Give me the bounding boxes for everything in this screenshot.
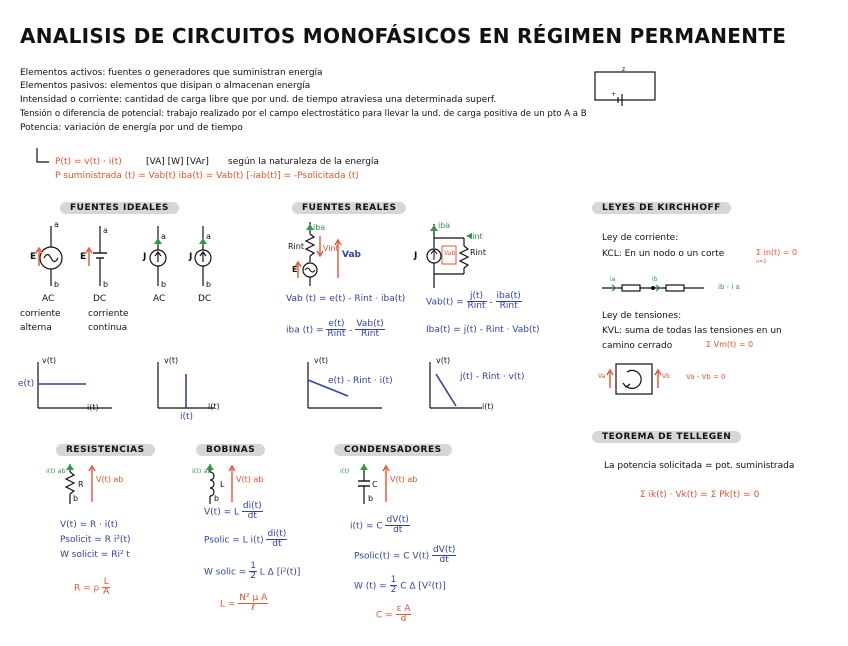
ideal-voltage-graph bbox=[36, 360, 116, 415]
graph1-level-label: e(t) bbox=[18, 379, 35, 389]
resistor-eq-ohm: V(t) = R · i(t) bbox=[60, 520, 118, 530]
capacitor-eq-capacitance: C = $\frac{\text{ε A}}{d}$ bbox=[376, 604, 411, 625]
svg-text:+: + bbox=[611, 91, 617, 98]
real-e-label: E bbox=[292, 265, 298, 274]
ac-desc-2: alterna bbox=[20, 323, 52, 333]
capacitor-eq-power: Psolic(t) = C V(t) $\frac{dV(t)}{dt}$ bbox=[354, 545, 456, 566]
capacitor-eq-energy: W (t) = $\frac{1}{2}$ C Δ [V²(t)] bbox=[354, 575, 446, 596]
capacitor-diagram bbox=[350, 462, 410, 507]
kirchhoff-voltage-title: Ley de tensiones: bbox=[602, 311, 682, 321]
tellegen-statement: La potencia solicitada = pot. suministrada bbox=[604, 461, 795, 471]
coil-current-label: i(t) ab bbox=[192, 467, 212, 475]
resistor-r-label: R bbox=[78, 480, 84, 489]
header-real-sources: FUENTES REALES bbox=[292, 202, 406, 214]
resistor-voltage-label: V(t) ab bbox=[96, 475, 124, 484]
graph2-y-label: v(t) bbox=[164, 356, 179, 365]
dc-current-j-label: J bbox=[189, 252, 193, 262]
kvl-difference: Va - Vb = 0 bbox=[686, 373, 726, 381]
ac-desc-1: corriente bbox=[20, 309, 61, 319]
kvl-va-label: Va bbox=[598, 373, 606, 380]
definition-passive: Elementos pasivos: elementos que disipan o almacenan energía bbox=[20, 81, 311, 91]
graph4-x-label: i(t) bbox=[482, 402, 494, 411]
coil-eq-inductance: L = $\frac{\text{N² μ A}}{\text{ℓ}}$ bbox=[220, 593, 268, 614]
real-eq-vab-current: Vab(t) = $\frac{j(t)}{\text{Rint}}$ - $\frac{\text{iba(t)}}{\text{Rint}}$ bbox=[426, 291, 521, 312]
capacitor-current-label: i(t) bbox=[340, 467, 350, 475]
real-eq-vab: Vab (t) = e(t) - Rint · iba(t) bbox=[286, 294, 406, 304]
kirchhoff-kvl-line1: KVL: suma de todas las tensiones en un bbox=[602, 326, 782, 336]
real-vint-label: Vint bbox=[323, 244, 339, 253]
dc-desc-2: continua bbox=[88, 323, 128, 333]
kirchhoff-current-title: Ley de corriente: bbox=[602, 233, 679, 243]
coil-b-label: b bbox=[214, 494, 220, 503]
header-tellegen: TEOREMA DE TELLEGEN bbox=[592, 431, 741, 443]
dc-source-b-label: b bbox=[103, 280, 109, 289]
definition-current: Intensidad o corriente: cantidad de carga libre que por und. de tiempo atraviesa una determinada superf. bbox=[20, 95, 497, 105]
j-dc-b-label: b bbox=[206, 280, 212, 289]
definition-voltage: Tensión o diferencia de potencial: trabajo realizado por el campo electrostático para llevar la und. de carga positiva de un pto A a B bbox=[20, 109, 587, 119]
graph4-y-label: v(t) bbox=[436, 356, 451, 365]
j-ac-a-label: a bbox=[161, 232, 166, 241]
coil-l-label: L bbox=[220, 480, 225, 489]
coil-eq-energy: W solic = $\frac{1}{2}$ L Δ [i²(t)] bbox=[204, 561, 301, 582]
real-iint-label: iint bbox=[470, 232, 483, 241]
coil-eq-voltage: V(t) = L $\frac{di(t)}{dt}$ bbox=[204, 501, 262, 522]
kvl-vb-label: Vb bbox=[662, 373, 670, 380]
dc-source-e-label: E bbox=[80, 252, 87, 262]
kirchhoff-kcl-limit: n=1 bbox=[756, 259, 767, 265]
capacitor-voltage-label: V(t) ab bbox=[390, 475, 418, 484]
header-ideal-sources: FUENTES IDEALES bbox=[60, 202, 179, 214]
kcl-ib-label: ib bbox=[652, 276, 658, 283]
kirchhoff-kvl-line2: camino cerrado bbox=[602, 341, 673, 351]
ac-current-label: AC bbox=[153, 294, 166, 304]
real-current-source-diagram bbox=[410, 220, 500, 295]
resistor-current-label: i(t) ab bbox=[46, 467, 66, 475]
graph1-y-label: v(t) bbox=[42, 356, 57, 365]
dc-label: DC bbox=[93, 294, 107, 304]
real-iba-label: iba bbox=[313, 223, 326, 232]
real-current-graph bbox=[428, 360, 508, 415]
header-resistors: RESISTENCIAS bbox=[56, 444, 155, 456]
ac-label: AC bbox=[42, 294, 55, 304]
power-note: según la naturaleza de la energía bbox=[228, 157, 379, 167]
power-equation: P(t) = v(t) · i(t) bbox=[55, 157, 122, 167]
kirchhoff-kvl-equation: Σ Vm(t) = 0 bbox=[706, 340, 754, 349]
real-j-label: J bbox=[414, 251, 418, 261]
real-eq-vab-current-lhs: Vab(t) = bbox=[426, 297, 464, 308]
kcl-node-equation: ib - i a bbox=[718, 283, 740, 291]
j-ac-b-label: b bbox=[161, 280, 167, 289]
dc-source-a-label: a bbox=[103, 226, 108, 235]
real-current-iba-label: iba bbox=[438, 221, 451, 230]
capacitor-b-label: b bbox=[368, 494, 374, 503]
kcl-ia-label: ia bbox=[610, 276, 616, 283]
graph1-x-label: i(t) bbox=[87, 403, 99, 412]
kvl-loop-diagram bbox=[600, 362, 680, 398]
real-current-vab-label: Vab bbox=[444, 250, 456, 257]
graph2-x-label: i(t) bbox=[208, 402, 220, 411]
real-eq-iba: iba (t) = $\frac{e(t)}{\text{Rint}}$ - $\frac{\text{Vab(t)}}{\text{Rint}}$ bbox=[286, 319, 384, 340]
power-units: [VA] [W] [VAr] bbox=[146, 157, 209, 167]
kirchhoff-kcl: KCL: En un nodo o un corte bbox=[602, 249, 725, 259]
page-title: ANALISIS DE CIRCUITOS MONOFÁSICOS EN RÉGIMEN PERMANENTE bbox=[20, 24, 787, 48]
ac-current-j-label: J bbox=[143, 252, 147, 262]
real-rint-label: Rint bbox=[288, 242, 304, 251]
header-capacitors: CONDENSADORES bbox=[334, 444, 452, 456]
real-eq-iba-current: Iba(t) = j(t) - Rint · Vab(t) bbox=[426, 325, 540, 335]
resistor-eq-resistivity: R = ρ $\frac{L}{A}$ bbox=[74, 577, 110, 598]
graph3-y-label: v(t) bbox=[314, 356, 329, 365]
resistor-b-label: b bbox=[73, 494, 79, 503]
ac-source-b-label: b bbox=[54, 280, 60, 289]
graph4-line-label: j(t) - Rint · v(t) bbox=[460, 372, 525, 382]
dc-desc-1: corriente bbox=[88, 309, 129, 319]
resistor-eq-power: Psolicit = R i²(t) bbox=[60, 535, 131, 545]
definition-active: Elementos activos: fuentes o generadores que suministran energía bbox=[20, 68, 323, 78]
resistor-eq-energy: W solicit = Ri² t bbox=[60, 550, 130, 560]
dc-current-label: DC bbox=[198, 294, 212, 304]
svg-text:z: z bbox=[622, 66, 626, 73]
coil-eq-power: Psolic = L i(t) $\frac{di(t)}{dt}$ bbox=[204, 529, 287, 550]
real-current-rint-label: Rint bbox=[470, 248, 486, 257]
j-dc-a-label: a bbox=[206, 232, 211, 241]
header-coils: BOBINAS bbox=[196, 444, 265, 456]
real-voltage-graph bbox=[306, 360, 386, 415]
power-arrow bbox=[35, 148, 55, 168]
tellegen-equation: Σ ik(t) · Vk(t) = Σ Pk(t) = 0 bbox=[640, 490, 760, 500]
definition-power: Potencia: variación de energía por und de tiempo bbox=[20, 123, 243, 133]
kirchhoff-kcl-equation: Σ in(t) = 0 bbox=[756, 248, 798, 257]
ac-source-e-label: E bbox=[30, 252, 37, 262]
graph2-level-label: i(t) bbox=[180, 412, 194, 422]
real-eq-iba-lhs: iba (t) = bbox=[286, 325, 324, 336]
power-supplied-equation: P suministrada (t) = Vab(t) iba(t) = Vab(t) [-iab(t)] = -Psolicitada (t) bbox=[55, 171, 359, 181]
ac-source-a-label: a bbox=[54, 220, 59, 229]
coil-voltage-label: V(t) ab bbox=[236, 475, 264, 484]
graph3-line-label: e(t) - Rint · i(t) bbox=[328, 376, 393, 386]
capacitor-c-label: C bbox=[372, 480, 378, 489]
definition-circuit-diagram bbox=[594, 66, 658, 106]
header-kirchhoff: LEYES DE KIRCHHOFF bbox=[592, 202, 731, 214]
capacitor-eq-current: i(t) = C $\frac{dV(t)}{dt}$ bbox=[350, 515, 409, 536]
real-vab-label: Vab bbox=[342, 250, 361, 260]
